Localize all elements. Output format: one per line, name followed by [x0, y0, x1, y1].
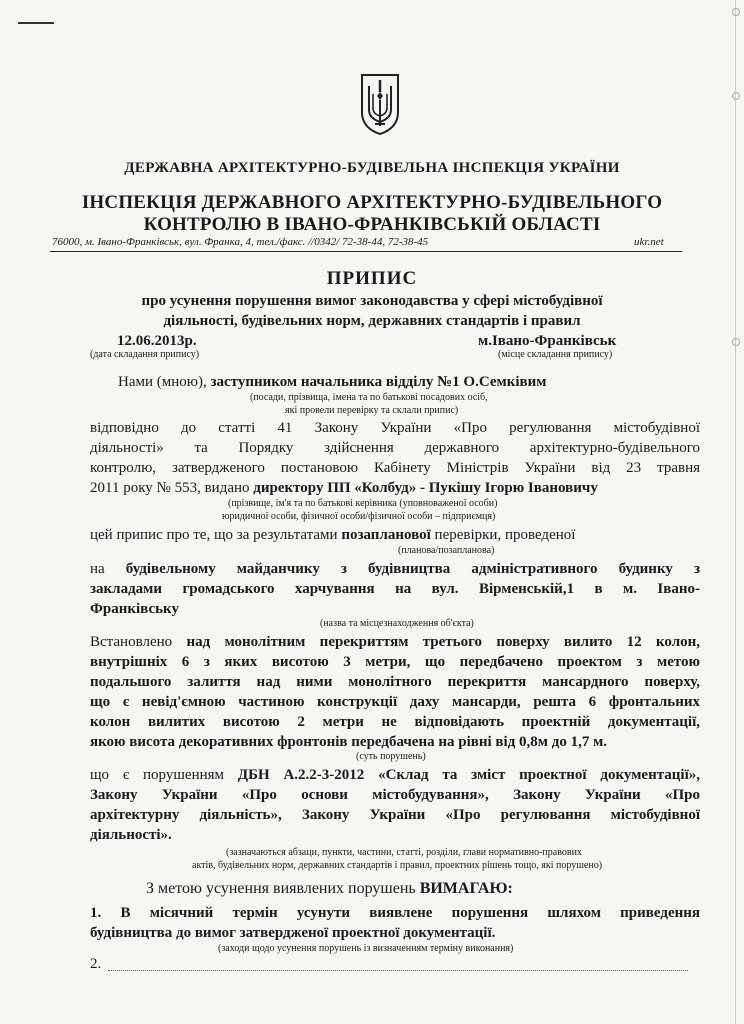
object-line1	[90, 561, 700, 578]
demand-item2-label: 2.	[90, 956, 102, 972]
agency-name: ДЕРЖАВНА АРХІТЕКТУРНО-БУДІВЕЛЬНА ІНСПЕКЦІЯ УКРАЇНИ	[124, 160, 620, 176]
violation-line1	[90, 767, 700, 784]
violation-caption-2: актів, будівельних норм, державних стандартів і правил, проектних рішень тощо, які порушено)	[192, 860, 603, 871]
basis-line4-plain: 2011 року № 553, видано	[90, 480, 250, 496]
object-line1-plain: на	[90, 561, 105, 577]
binder-hole	[732, 338, 740, 346]
findings-caption: (суть порушень)	[356, 751, 426, 762]
recipient-caption-2: юридичної особи, фізичної особи/фізичної особи – підприємця)	[222, 511, 496, 522]
inspection-line-plain: цей припис про те, що за результатами	[90, 527, 338, 543]
issuer-name: заступником начальника відділу №1 О.Семківим	[210, 374, 547, 390]
basis-line4	[90, 480, 598, 497]
findings-line1-bold: над монолітним перекриттям третього поверху вилито 12 колон,	[186, 634, 701, 650]
object-line1-bold: будівельному майданчику з будівництва адміністративного будинку з	[125, 561, 700, 577]
document-title: ПРИПИС	[326, 268, 418, 289]
inspection-name-line2: КОНТРОЛЮ В ІВАНО-ФРАНКІВСЬКІЙ ОБЛАСТІ	[143, 214, 601, 235]
findings-line6: якою висота декоративних фронтонів передбачена на рівні від 0,8м до 1,7 м.	[90, 734, 608, 750]
ukraine-trident-emblem-icon	[359, 72, 401, 136]
document-subtitle-line2: діяльності, будівельних норм, державних стандартів і правил	[163, 313, 581, 329]
findings-line2: внутрішніх 6 з яких висотою 3 метри, що передбачено проектом з метою	[90, 654, 700, 670]
inspection-line-end: перевірки, проведеної	[434, 527, 576, 543]
inspection-type: позапланової	[341, 527, 431, 543]
issuer-line	[118, 374, 547, 391]
findings-line1	[90, 634, 700, 651]
findings-line5: колон вилитих висотою 2 метри не відповідають проектній документації,	[90, 714, 700, 730]
demand-intro	[146, 880, 513, 898]
inspection-line	[90, 527, 575, 544]
demand-item1-line1: 1. В місячний термін усунути виявлене порушення шляхом приведення	[90, 905, 700, 921]
object-line3: Франківську	[90, 601, 179, 617]
issuer-prefix: Нами (мною),	[118, 374, 207, 390]
violation-caption-1: (зазначаються абзаци, пункти, частини, статті, розділи, глави нормативно-правових	[226, 847, 582, 858]
email: ukr.net	[634, 236, 664, 248]
violation-line4: діяльності».	[90, 827, 172, 843]
basis-line3: контролю, затвердженого постановою Кабінету Міністрів України від 23 травня	[90, 460, 700, 476]
object-caption: (назва та місцезнаходження об'єкта)	[320, 618, 474, 629]
recipient-caption-1: (прізвище, ім'я та по батькові керівника (уповноваженої особи)	[228, 498, 498, 509]
document-subtitle-line1: про усунення порушення вимог законодавства у сфері містобудівної	[141, 293, 603, 309]
issuer-caption-2: які провели перевірку та склали припис)	[285, 405, 459, 416]
demand-item1-line2: будівництва до вимог затвердженої проектної документації.	[90, 925, 496, 941]
object-line2: закладами громадського харчування на вул. Вірменській,1 в м. Івано-	[90, 581, 700, 597]
header-divider	[50, 251, 682, 252]
findings-line4: що є невід'ємною частиною конструкції даху мансарди, решта 6 фронтальних	[90, 694, 700, 710]
document-date: 12.06.2013р.	[117, 333, 197, 349]
binder-hole	[732, 92, 740, 100]
recipient-name: директору ПП «Колбуд» - Пукішу Ігорю Івановичу	[253, 480, 598, 496]
basis-line2: діяльності» та Порядку здійснення державного архітектурно-будівельного	[90, 440, 700, 456]
violation-line1-plain: що є порушенням	[90, 767, 225, 783]
demand-intro-plain: З метою усунення виявлених порушень	[146, 880, 416, 897]
basis-line1: відповідно до статті 41 Закону України «Про регулювання містобудівної	[90, 420, 700, 436]
findings-line1-plain: Встановлено	[90, 634, 173, 650]
date-caption: (дата складання припису)	[90, 349, 200, 360]
violation-line3: архітектурну діяльність», Закону України «Про регулювання містобудівної	[90, 807, 700, 823]
violation-line1-bold: ДБН А.2.2-3-2012 «Склад та зміст проектної документації»,	[237, 767, 700, 783]
address: 76000, м. Івано-Франківськ, вул. Франка, 4, тел./факс. //0342/ 72-38-44, 72-38-45	[52, 236, 429, 248]
demand-item2-blank-line	[108, 970, 688, 971]
document-place: м.Івано-Франківськ	[478, 333, 617, 349]
demand-caption: (заходи щодо усунення порушень із визначенням терміну виконання)	[218, 943, 514, 954]
page-edge	[735, 0, 736, 1024]
violation-line2: Закону України «Про основи містобудування», Закону України «Про	[90, 787, 700, 803]
place-caption: (місце складання припису)	[498, 349, 613, 360]
demand-keyword: ВИМАГАЮ:	[419, 880, 513, 897]
findings-line3: подальшого залиття над ними монолітного перекриття мансардного поверху,	[90, 674, 700, 690]
issuer-caption-1: (посади, прізвища, імена та по батькові посадових осіб,	[250, 392, 488, 403]
inspection-type-caption: (планова/позапланова)	[398, 545, 495, 556]
binder-hole	[732, 8, 740, 16]
scan-mark	[18, 22, 54, 24]
inspection-name-line1: ІНСПЕКЦІЯ ДЕРЖАВНОГО АРХІТЕКТУРНО-БУДІВЕЛЬНОГО	[81, 192, 663, 213]
